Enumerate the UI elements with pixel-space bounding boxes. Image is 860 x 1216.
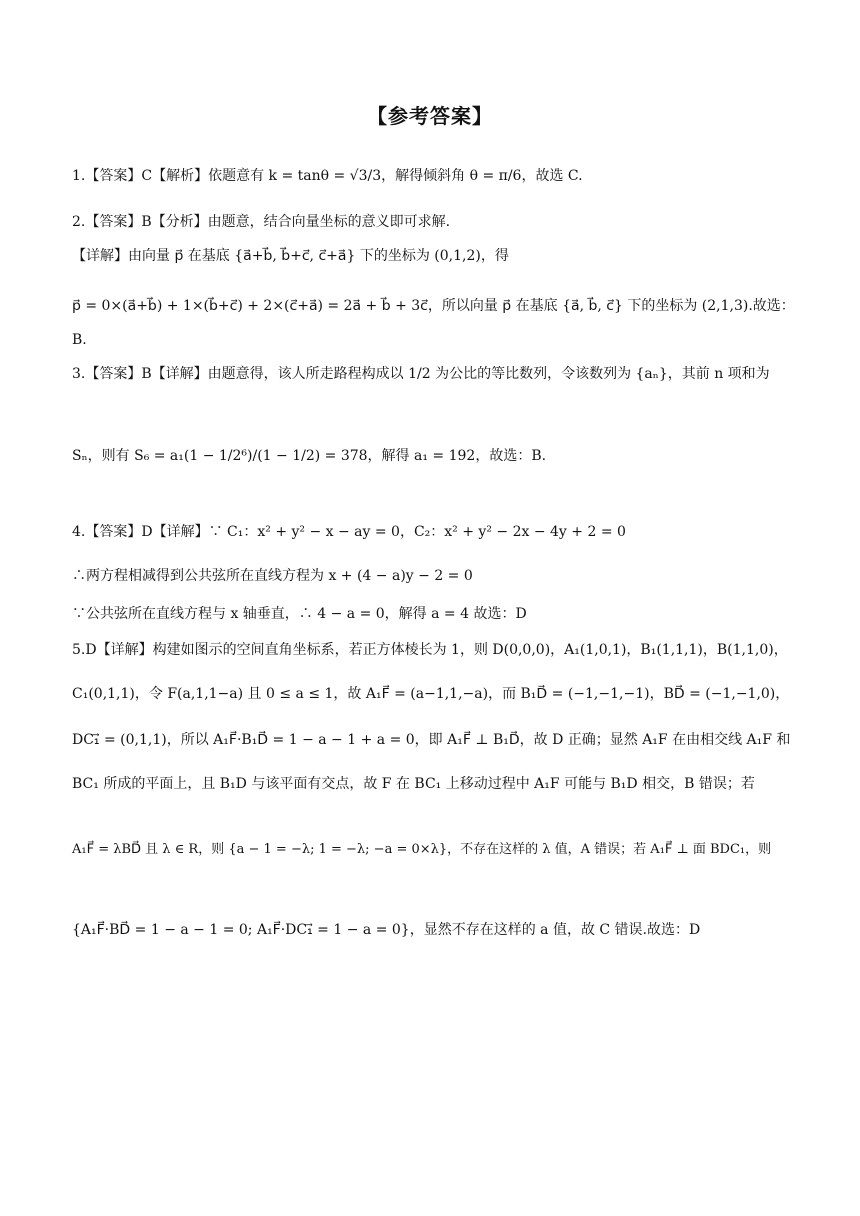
answer-4: 4.【答案】D【详解】∵ C₁：x² + y² − x − ay = 0，C₂：x² + y² − 2x − 4y + 2 = 0: [72, 524, 626, 540]
answer-5-plane: BC₁ 所成的平面上，且 B₁D 与该平面有交点，故 F 在 BC₁ 上移动过程中 A₁F 可能与 B₁D 相交，B 错误；若: [72, 776, 755, 792]
answer-2-equation: p⃗ = 0×(a⃗+b⃗) + 1×(b⃗+c⃗) + 2×(c⃗+a⃗) = 2a⃗ + b⃗ + 3c⃗，所以向量 p⃗ 在基底 {a⃗, b⃗, c⃗} 下的坐标为 (2,1,3).故选：: [72, 298, 795, 314]
answer-4-conclusion: ∵公共弦所在直线方程与 x 轴垂直，∴ 4 − a = 0，解得 a = 4 故选：D: [72, 606, 527, 622]
answer-2-detail: 【详解】由向量 p⃗ 在基底 {a⃗+b⃗, b⃗+c⃗, c⃗+a⃗} 下的坐标为 (0,1,2)，得: [72, 248, 509, 264]
answer-2-heading: 2.【答案】B【分析】由题意，结合向量坐标的意义即可求解.: [72, 214, 451, 230]
answer-5-coords: 5.D【详解】构建如图示的空间直角坐标系，若正方体棱长为 1，则 D(0,0,0)，A₁(1,0,1)，B₁(1,1,1)，B(1,1,0)，: [72, 642, 788, 658]
answer-3: 3.【答案】B【详解】由题意得，该人所走路程构成以 1/2 为公比的等比数列，令该数列为 {aₙ}，其前 n 项和为: [72, 366, 770, 382]
answer-5-parallel: A₁F⃗ = λBD⃗ 且 λ ∈ R，则 {a − 1 = −λ; 1 = −λ; −a = 0×λ}，不存在这样的 λ 值，A 错误；若 A₁F⃗ ⊥ 面 BDC₁，则: [72, 842, 772, 857]
answer-5-vectors: C₁(0,1,1)，令 F(a,1,1−a) 且 0 ≤ a ≤ 1，故 A₁F⃗ = (a−1,1,−a)，而 B₁D⃗ = (−1,−1,−1)，BD⃗ = (−1,−1,0)，: [72, 686, 790, 702]
answer-4-step: ∴两方程相减得到公共弦所在直线方程为 x + (4 − a)y − 2 = 0: [72, 568, 473, 584]
answer-3-sum: Sₙ，则有 S₆ = a₁(1 − 1/2⁶)/(1 − 1/2) = 378，解得 a₁ = 192，故选：B.: [72, 448, 547, 464]
answer-5-dot-product: DC₁⃗ = (0,1,1)，所以 A₁F⃗·B₁D⃗ = 1 − a − 1 + a = 0，即 A₁F⃗ ⊥ B₁D⃗，故 D 正确；显然 A₁F 在由相交线 A₁F 和: [72, 732, 791, 748]
answer-1: 1.【答案】C【解析】依题意有 k = tanθ = √3/3，解得倾斜角 θ = π/6，故选 C.: [72, 168, 583, 184]
answer-2-end: B.: [72, 332, 87, 348]
page-title: 【参考答案】: [367, 104, 493, 128]
answer-5-perpendicular: {A₁F⃗·BD⃗ = 1 − a − 1 = 0; A₁F⃗·DC₁⃗ = 1 − a = 0}，显然不存在这样的 a 值，故 C 错误.故选：D: [72, 922, 701, 938]
